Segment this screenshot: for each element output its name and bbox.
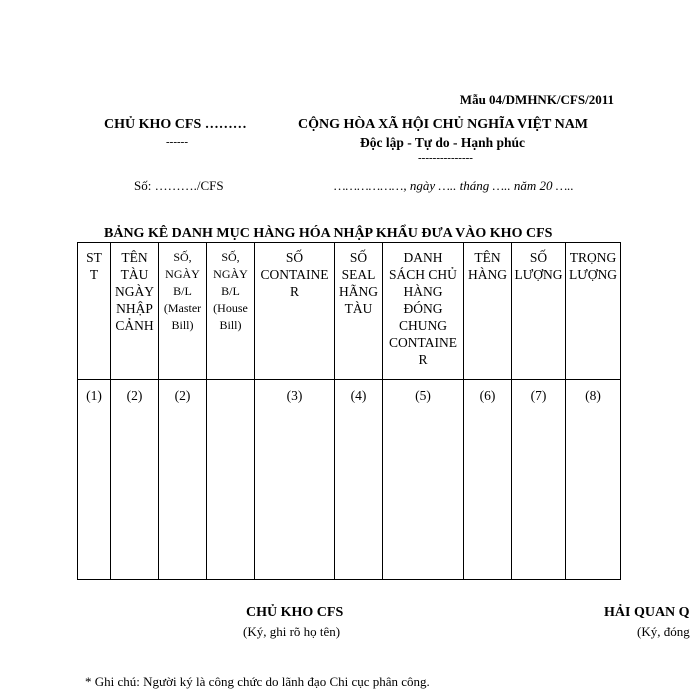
number-cell: (5) [383, 380, 464, 580]
number-cell [207, 380, 255, 580]
national-motto: Độc lập - Tự do - Hạnh phúc [360, 135, 526, 150]
header-cell-stt: ST T [78, 243, 111, 380]
number-cell: (6) [464, 380, 512, 580]
form-code: Mẫu 04/DMHNK/CFS/2011 [459, 92, 614, 107]
national-title: CỘNG HÒA XÃ HỘI CHỦ NGHĨA VIỆT NAM [298, 117, 589, 132]
right-divider: --------------- [418, 152, 473, 164]
number-cell: (7) [512, 380, 566, 580]
signature-title-customs: HẢI QUAN Q [604, 605, 690, 620]
signature-note-customs: (Ký, đóng [637, 624, 690, 639]
table-title: BẢNG KÊ DANH MỤC HÀNG HÓA NHẬP KHẨU ĐƯA VÀO KHO CFS [104, 226, 553, 241]
footnote: * Ghi chú: Người ký là công chức do lãnh đạo Chi cục phân công. [85, 674, 430, 689]
number-cell: (4) [335, 380, 383, 580]
warehouse-owner-heading: CHỦ KHO CFS ……… [104, 117, 247, 132]
header-cell-weight: TRỌNG LƯỢNG [566, 243, 621, 380]
goods-list-table [77, 242, 621, 580]
left-divider: ------ [166, 136, 188, 148]
number-cell: (2) [111, 380, 159, 580]
header-cell-seal-number: SỐ SEAL HÃNG TÀU [335, 243, 383, 380]
table-number-row [78, 380, 621, 580]
number-cell: (1) [78, 380, 111, 580]
header-cell-vessel-name: TÊN TÀU NGÀY NHẬP CẢNH [111, 243, 159, 380]
number-cell: (2) [159, 380, 207, 580]
date-line: ………………, ngày ….. tháng ….. năm 20 ….. [334, 178, 574, 193]
number-cell: (3) [255, 380, 335, 580]
header-cell-house-bill: SỐ, NGÀY B/L (House Bill) [207, 243, 255, 380]
header-cell-shipper-list: DANH SÁCH CHỦ HÀNG ĐÓNG CHUNG CONTAINE R [383, 243, 464, 380]
table-header-row [78, 243, 621, 380]
document-number: Số: ………./CFS [134, 178, 224, 193]
header-cell-container-number: SỐ CONTAINE R [255, 243, 335, 380]
signature-note-warehouse: (Ký, ghi rõ họ tên) [243, 624, 341, 639]
header-cell-goods-name: TÊN HÀNG [464, 243, 512, 380]
header-cell-master-bill: SỐ, NGÀY B/L (Master Bill) [159, 243, 207, 380]
signature-title-warehouse: CHỦ KHO CFS [246, 605, 344, 620]
header-cell-quantity: SỐ LƯỢNG [512, 243, 566, 380]
number-cell: (8) [566, 380, 621, 580]
